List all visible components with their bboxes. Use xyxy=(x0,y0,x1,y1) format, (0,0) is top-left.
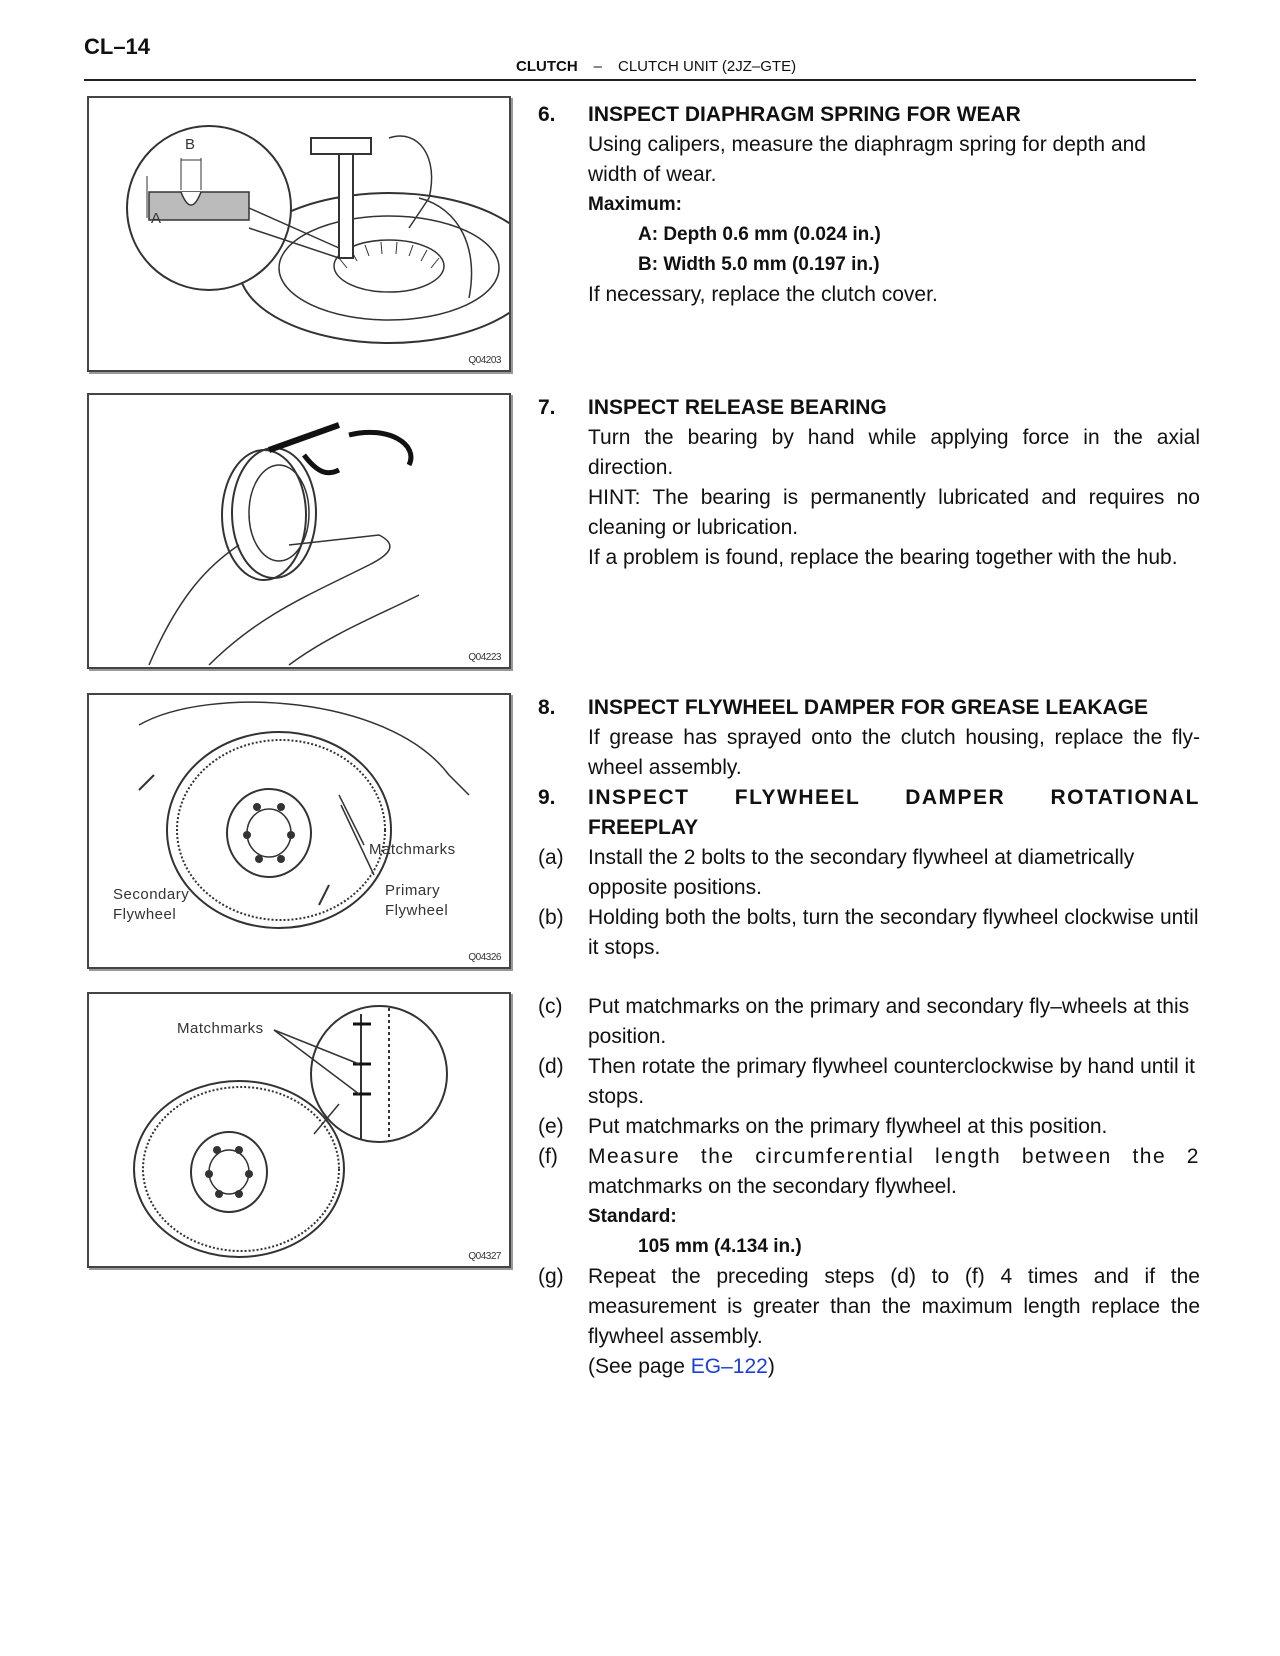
figure-flywheel-damper xyxy=(87,693,511,969)
flywheel-illustration-icon xyxy=(89,695,509,967)
step-title: INSPECT FLYWHEEL DAMPER FOR GREASE LEAKAGE xyxy=(588,696,1149,719)
substep-label: (c) xyxy=(538,995,563,1018)
step-note: If necessary, replace the clutch cover. xyxy=(588,283,938,306)
label-a: A xyxy=(151,210,162,227)
figure-release-bearing xyxy=(87,393,511,669)
step-title: INSPECT RELEASE BEARING xyxy=(588,396,887,419)
see-page-reference xyxy=(588,1352,1200,1382)
step-title: INSPECT DIAPHRAGM SPRING FOR WEAR xyxy=(588,103,1021,126)
substep-text-cont: matchmarks on the secondary flywheel. xyxy=(588,1175,957,1198)
step-number: 6. xyxy=(538,103,556,126)
step-number: 7. xyxy=(538,396,556,419)
figure-code: Q04327 xyxy=(468,1251,501,1262)
page-link-eg-122[interactable]: EG–122 xyxy=(690,1355,768,1378)
step-number: 9. xyxy=(538,786,556,809)
see-suffix: ) xyxy=(767,1355,775,1378)
substep-text: Holding both the bolts, turn the secondary flywheel clockwise until it stops. xyxy=(588,906,1199,959)
figure-code: Q04223 xyxy=(468,652,501,663)
label-matchmarks: Matchmarks xyxy=(177,1020,264,1037)
label-matchmarks: Matchmarks xyxy=(369,841,456,858)
calipers-illustration-icon xyxy=(89,98,509,370)
spec-value-a: A: Depth 0.6 mm (0.024 in.) xyxy=(638,224,881,245)
substep-text: Measure the circumferential length between the 2 xyxy=(588,1145,1200,1168)
substep-label: (f) xyxy=(538,1145,558,1168)
label-primary-flywheel: Primary Flywheel xyxy=(385,882,449,919)
page-id: CL–14 xyxy=(84,34,151,59)
figure-code: Q04203 xyxy=(468,355,501,366)
substep-text: Put matchmarks on the primary flywheel at this position. xyxy=(588,1115,1108,1138)
spec-value-b: B: Width 5.0 mm (0.197 in.) xyxy=(638,254,880,275)
step-note: If a problem is found, replace the bearing together with the hub. xyxy=(588,546,1178,569)
step-6 xyxy=(538,100,1200,310)
step-text: Turn the bearing by hand while applying force in the axial direction. xyxy=(588,426,1200,479)
substep-label: (b) xyxy=(538,906,564,929)
step-number: 8. xyxy=(538,696,556,719)
figure-code: Q04326 xyxy=(468,952,501,963)
substep-text: Repeat the preceding steps (d) to (f) 4 times and if the measurement is greater than the maximum length replace the flywheel assembly. xyxy=(588,1265,1200,1348)
separator: – xyxy=(593,58,602,75)
step-text: If grease has sprayed onto the clutch housing, replace the fly-wheel assembly. xyxy=(588,726,1200,779)
running-head xyxy=(516,58,796,75)
substep-label: (a) xyxy=(538,846,564,869)
substep-label: (g) xyxy=(538,1265,564,1288)
spec-label: Standard: xyxy=(588,1206,677,1227)
label-secondary-flywheel: Secondary Flywheel xyxy=(113,886,190,923)
label-b: B xyxy=(185,136,196,153)
spec-label: Maximum: xyxy=(588,194,682,215)
step-7 xyxy=(538,393,1200,573)
substep-text: Install the 2 bolts to the secondary flywheel at diametrically opposite positions. xyxy=(588,846,1135,899)
matchmarks-illustration-icon xyxy=(89,994,509,1266)
step-title: INSPECT FLYWHEEL DAMPER ROTATIONAL xyxy=(588,786,1200,809)
step-title-cont: FREEPLAY xyxy=(588,816,699,839)
release-bearing-illustration-icon xyxy=(89,395,509,667)
substep-label: (e) xyxy=(538,1115,564,1138)
step-hint: HINT: The bearing is permanently lubricated and requires no cleaning or lubrication. xyxy=(588,486,1200,539)
figure-diaphragm-spring xyxy=(87,96,511,372)
substep-text: Put matchmarks on the primary and secondary fly–wheels at this position. xyxy=(588,995,1190,1048)
step-8-9 xyxy=(538,693,1200,963)
spec-value: 105 mm (4.134 in.) xyxy=(638,1236,802,1257)
see-prefix: (See page xyxy=(588,1355,691,1378)
header-rule xyxy=(84,79,1196,81)
subsection-title: CLUTCH UNIT (2JZ–GTE) xyxy=(618,58,797,75)
section-title: CLUTCH xyxy=(516,58,578,75)
substep-text: Then rotate the primary flywheel counterclockwise by hand until it stops. xyxy=(588,1055,1195,1108)
substep-label: (d) xyxy=(538,1055,564,1078)
step-text: Using calipers, measure the diaphragm spring for depth and width of wear. xyxy=(588,133,1146,186)
step-9-continued xyxy=(538,992,1200,1382)
figure-matchmarks xyxy=(87,992,511,1268)
